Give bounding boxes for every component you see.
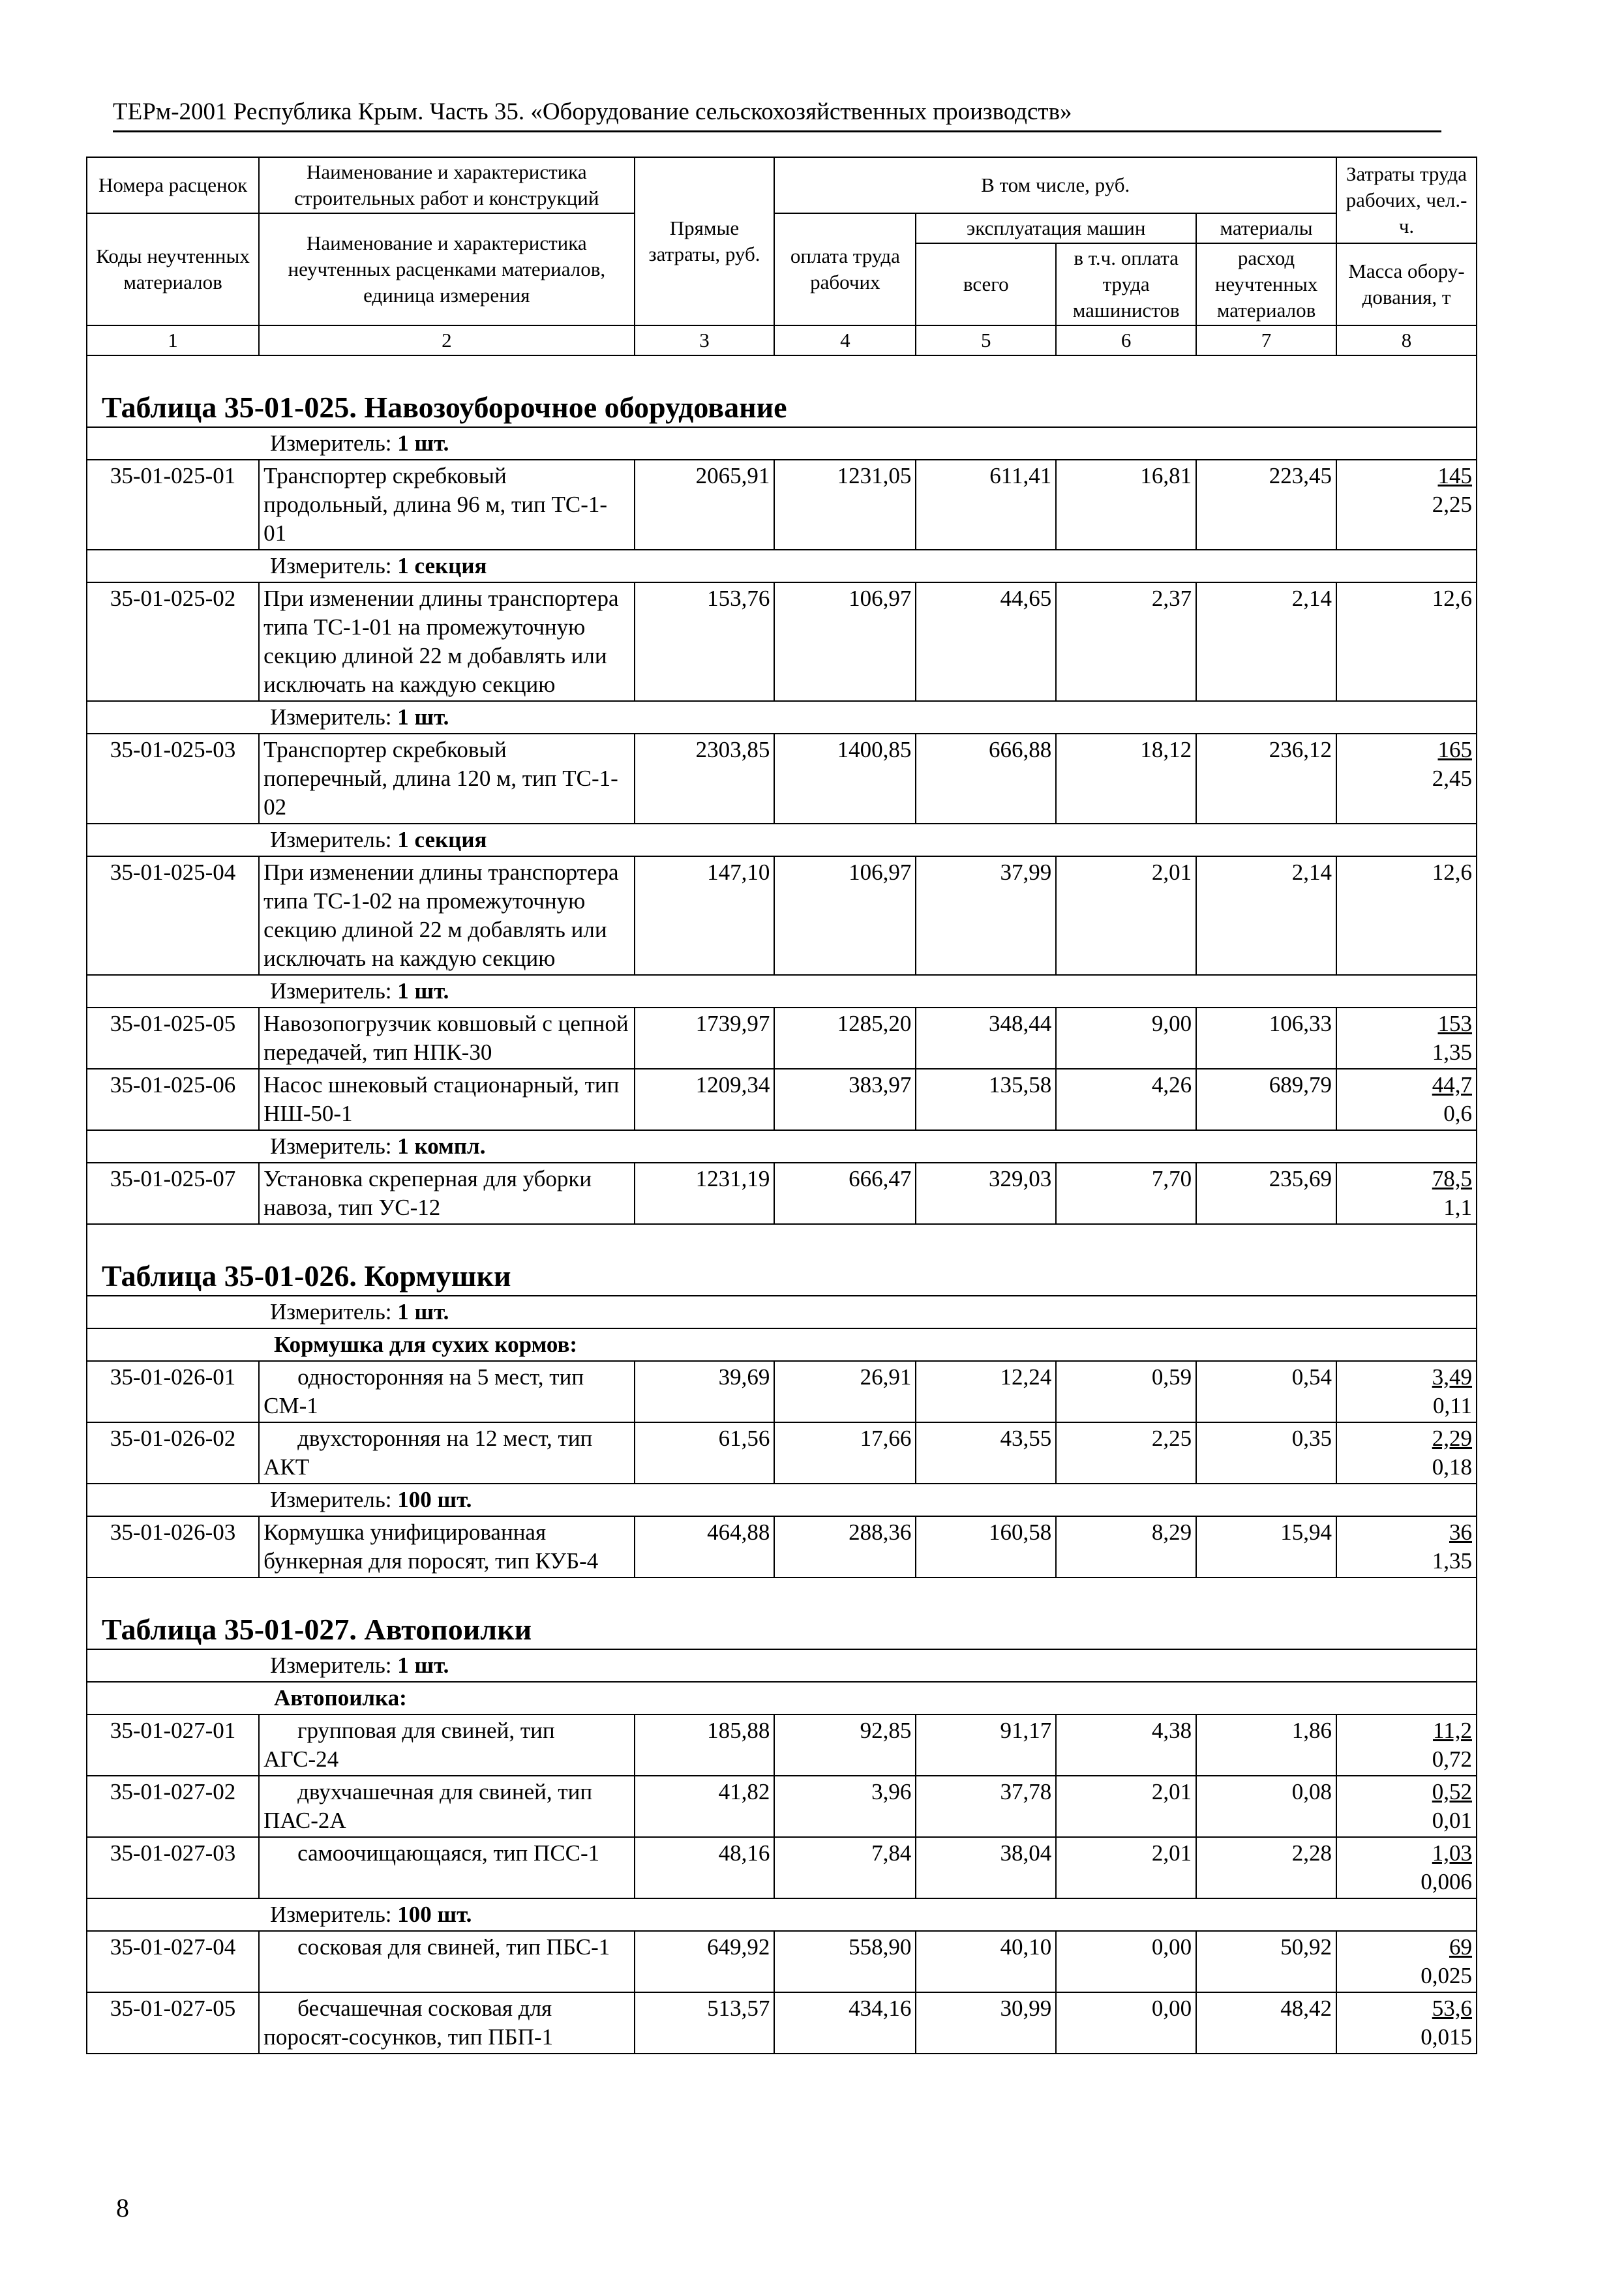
direct-cost: 1739,97: [635, 1008, 775, 1069]
labor-cost: 288,36: [774, 1516, 916, 1578]
column-numbers-row: [87, 325, 1477, 355]
table-row: [87, 1422, 1477, 1484]
labor-cost: 106,97: [774, 582, 916, 701]
table-row: [87, 1361, 1477, 1422]
labor-cost: 434,16: [774, 1992, 916, 2054]
materials-cost: 236,12: [1196, 734, 1336, 824]
labor-hours: 36: [1449, 1519, 1472, 1545]
measure-row: [87, 824, 1477, 856]
group-label: Кормушка для сухих кормов:: [274, 1332, 578, 1357]
direct-cost: 649,92: [635, 1931, 775, 1992]
measure-unit: 1 секция: [397, 553, 487, 578]
group-label: Автопоилка:: [274, 1685, 407, 1711]
rate-name: [259, 734, 634, 824]
machine-labor-cost: 16,81: [1056, 460, 1196, 550]
machine-labor-cost: 18,12: [1056, 734, 1196, 824]
rate-code: 35-01-027-03: [87, 1837, 259, 1898]
labor-cost: 558,90: [774, 1931, 916, 1992]
col-mach-total-header: всего: [916, 243, 1056, 325]
col-mat-consumption-header: расход неучтенных материалов: [1196, 243, 1336, 325]
machine-cost: 91,17: [916, 1714, 1056, 1776]
labor-cost: 1400,85: [774, 734, 916, 824]
materials-cost: 50,92: [1196, 1931, 1336, 1992]
labor-hours-mass: [1336, 1516, 1477, 1578]
labor-hours: 12,6: [1432, 860, 1472, 885]
materials-cost: 2,14: [1196, 856, 1336, 975]
rate-name: [259, 1931, 634, 1992]
machine-labor-cost: 0,00: [1056, 1992, 1196, 2054]
rate-name-text: Навозопогрузчик ковшовый с цепной передачей, тип НПК-30: [263, 1011, 629, 1065]
measure-cell: [87, 1130, 1477, 1163]
labor-hours-mass: [1336, 1422, 1477, 1484]
col-hours-header: Затраты труда рабочих, чел.-ч.: [1336, 157, 1477, 243]
direct-cost: 2065,91: [635, 460, 775, 550]
direct-cost: 185,88: [635, 1714, 775, 1776]
column-number: 8: [1336, 325, 1477, 355]
labor-hours-mass: [1336, 1931, 1477, 1992]
materials-cost: 0,35: [1196, 1422, 1336, 1484]
direct-cost: 2303,85: [635, 734, 775, 824]
rate-code: 35-01-026-01: [87, 1361, 259, 1422]
machine-labor-cost: 8,29: [1056, 1516, 1196, 1578]
rate-name-text: сосковая для свиней, тип ПБС-1: [297, 1934, 610, 1960]
labor-hours-mass: [1336, 1069, 1477, 1130]
section-title: Таблица 35-01-027. Автопоилки: [87, 1578, 1477, 1649]
column-number: 1: [87, 325, 259, 355]
measure-cell: [87, 1484, 1477, 1516]
materials-cost: 15,94: [1196, 1516, 1336, 1578]
machine-cost: 12,24: [916, 1361, 1056, 1422]
materials-cost: 0,08: [1196, 1776, 1336, 1837]
measure-row: [87, 1484, 1477, 1516]
measure-label: Измеритель:: [270, 430, 392, 456]
rate-code: 35-01-026-03: [87, 1516, 259, 1578]
measure-unit: 100 шт.: [397, 1902, 472, 1927]
measure-unit: 100 шт.: [397, 1487, 472, 1512]
labor-hours-mass: [1336, 1163, 1477, 1224]
table-row: [87, 1776, 1477, 1837]
materials-cost: 1,86: [1196, 1714, 1336, 1776]
equipment-mass: 2,25: [1432, 492, 1472, 517]
direct-cost: 41,82: [635, 1776, 775, 1837]
table-section-header: [87, 1578, 1477, 1649]
measure-row: [87, 550, 1477, 582]
col-codes-header: Номера расценок: [87, 157, 259, 213]
machine-cost: 37,78: [916, 1776, 1056, 1837]
table-row: [87, 1931, 1477, 1992]
rate-name: [259, 856, 634, 975]
rate-code: 35-01-026-02: [87, 1422, 259, 1484]
rate-code: 35-01-025-04: [87, 856, 259, 975]
rate-code: 35-01-027-04: [87, 1931, 259, 1992]
direct-cost: 464,88: [635, 1516, 775, 1578]
rate-name-text: Транспортер скребковый поперечный, длина 120 м, тип ТС-1-02: [263, 737, 618, 820]
rate-code: 35-01-025-02: [87, 582, 259, 701]
rate-name: [259, 1992, 634, 2054]
table-row: [87, 1069, 1477, 1130]
rate-name-text: групповая для свиней, тип АГС-24: [263, 1718, 555, 1772]
measure-row: [87, 701, 1477, 734]
labor-hours-mass: [1336, 1361, 1477, 1422]
machine-labor-cost: 4,26: [1056, 1069, 1196, 1130]
measure-cell: [87, 550, 1477, 582]
machine-labor-cost: 9,00: [1056, 1008, 1196, 1069]
rate-name-text: самоочищающаяся, тип ПСС-1: [297, 1840, 600, 1866]
rate-name: [259, 1422, 634, 1484]
machine-labor-cost: 0,00: [1056, 1931, 1196, 1992]
measure-label: Измеритель:: [270, 704, 392, 730]
machine-labor-cost: 2,25: [1056, 1422, 1196, 1484]
measure-cell: [87, 1898, 1477, 1931]
rate-name-text: При изменении длины транспортера типа ТС-1-01 на промежуточную секцию длиной 22 м добавлять или исключать на каждую секцию: [263, 586, 619, 697]
column-number: 3: [635, 325, 775, 355]
equipment-mass: 0,72: [1432, 1746, 1472, 1772]
direct-cost: 1231,19: [635, 1163, 775, 1224]
table-row: [87, 582, 1477, 701]
labor-cost: 666,47: [774, 1163, 916, 1224]
measure-label: Измеритель:: [270, 978, 392, 1004]
rate-name: [259, 1516, 634, 1578]
measure-unit: 1 шт.: [397, 1653, 449, 1678]
labor-cost: 106,97: [774, 856, 916, 975]
equipment-mass: 1,1: [1443, 1195, 1472, 1220]
labor-cost: 17,66: [774, 1422, 916, 1484]
section-title: Таблица 35-01-025. Навозоуборочное оборудование: [87, 355, 1477, 427]
rate-code: 35-01-025-03: [87, 734, 259, 824]
rate-name: [259, 1361, 634, 1422]
rate-name-text: двухсторонняя на 12 мест, тип АКТ: [263, 1426, 593, 1480]
machine-labor-cost: 2,01: [1056, 856, 1196, 975]
direct-cost: 61,56: [635, 1422, 775, 1484]
measure-label: Измеритель:: [270, 1133, 392, 1159]
table-row: [87, 1163, 1477, 1224]
rate-code: 35-01-025-01: [87, 460, 259, 550]
rate-name: [259, 1714, 634, 1776]
measure-label: Измеритель:: [270, 1299, 392, 1324]
group-cell: [87, 1328, 1477, 1361]
rate-name-text: Насос шнековый стационарный, тип НШ-50-1: [263, 1072, 620, 1126]
rate-name-text: При изменении длины транспортера типа ТС-1-02 на промежуточную секцию длиной 22 м добавлять или исключать на каждую секцию: [263, 860, 619, 971]
measure-unit: 1 шт.: [397, 1299, 449, 1324]
equipment-mass: 0,18: [1432, 1454, 1472, 1480]
labor-hours-mass: [1336, 734, 1477, 824]
labor-cost: 92,85: [774, 1714, 916, 1776]
measure-label: Измеритель:: [270, 553, 392, 578]
table-row: [87, 734, 1477, 824]
measure-label: Измеритель:: [270, 1487, 392, 1512]
measure-cell: [87, 701, 1477, 734]
table-row: [87, 856, 1477, 975]
rate-name-text: Транспортер скребковый продольный, длина 96 м, тип ТС-1-01: [263, 463, 608, 546]
machine-labor-cost: 0,59: [1056, 1361, 1196, 1422]
labor-cost: 7,84: [774, 1837, 916, 1898]
column-number: 2: [259, 325, 634, 355]
col-material-codes-header: Коды неучтенных материалов: [87, 213, 259, 325]
rate-name-text: Установка скреперная для уборки навоза, тип УС-12: [263, 1166, 592, 1220]
machine-labor-cost: 2,37: [1056, 582, 1196, 701]
rate-code: 35-01-027-02: [87, 1776, 259, 1837]
labor-hours: 1,03: [1432, 1840, 1472, 1866]
rate-name: [259, 1008, 634, 1069]
direct-cost: 147,10: [635, 856, 775, 975]
table-row: [87, 1714, 1477, 1776]
labor-hours-mass: [1336, 856, 1477, 975]
direct-cost: 39,69: [635, 1361, 775, 1422]
equipment-mass: 0,015: [1421, 2024, 1472, 2050]
materials-cost: 235,69: [1196, 1163, 1336, 1224]
equipment-mass: 0,11: [1433, 1393, 1472, 1418]
page-number: 8: [116, 2193, 129, 2222]
rate-name: [259, 582, 634, 701]
col-in-total-header: В том числе, руб.: [774, 157, 1336, 213]
labor-hours: 153: [1437, 1011, 1472, 1036]
equipment-mass: 1,35: [1432, 1548, 1472, 1574]
labor-hours-mass: [1336, 1776, 1477, 1837]
labor-hours: 78,5: [1432, 1166, 1472, 1191]
materials-cost: 106,33: [1196, 1008, 1336, 1069]
machine-labor-cost: 7,70: [1056, 1163, 1196, 1224]
table-row: [87, 1008, 1477, 1069]
labor-hours: 53,6: [1432, 1996, 1472, 2021]
rate-code: 35-01-027-01: [87, 1714, 259, 1776]
col-direct-header: Прямые затраты, руб.: [635, 157, 775, 325]
table-section-header: [87, 1224, 1477, 1296]
rate-name: [259, 1837, 634, 1898]
machine-cost: 44,65: [916, 582, 1056, 701]
labor-hours: 3,49: [1432, 1364, 1472, 1390]
labor-hours-mass: [1336, 460, 1477, 550]
direct-cost: 153,76: [635, 582, 775, 701]
measure-unit: 1 компл.: [397, 1133, 486, 1159]
measure-row: [87, 427, 1477, 460]
labor-hours: 44,7: [1432, 1072, 1472, 1098]
direct-cost: 48,16: [635, 1837, 775, 1898]
machine-labor-cost: 4,38: [1056, 1714, 1196, 1776]
machine-cost: 348,44: [916, 1008, 1056, 1069]
measure-unit: 1 секция: [397, 827, 487, 852]
labor-hours: 2,29: [1432, 1426, 1472, 1451]
rate-name: [259, 1776, 634, 1837]
materials-cost: 48,42: [1196, 1992, 1336, 2054]
measure-row: [87, 1130, 1477, 1163]
measure-label: Измеритель:: [270, 1902, 392, 1927]
measure-unit: 1 шт.: [397, 978, 449, 1004]
labor-hours: 69: [1449, 1934, 1472, 1960]
machine-labor-cost: 2,01: [1056, 1776, 1196, 1837]
labor-hours: 0,52: [1432, 1779, 1472, 1804]
group-cell: [87, 1682, 1477, 1714]
column-number: 4: [774, 325, 916, 355]
rate-name-text: односторонняя на 5 мест, тип СМ-1: [263, 1364, 584, 1418]
measure-row: [87, 1649, 1477, 1682]
equipment-mass: 0,6: [1443, 1101, 1472, 1126]
machine-cost: 611,41: [916, 460, 1056, 550]
machine-cost: 135,58: [916, 1069, 1056, 1130]
labor-hours-mass: [1336, 1992, 1477, 2054]
measure-row: [87, 1898, 1477, 1931]
materials-cost: 0,54: [1196, 1361, 1336, 1422]
column-number: 6: [1056, 325, 1196, 355]
measure-unit: 1 шт.: [397, 704, 449, 730]
rate-name: [259, 1069, 634, 1130]
equipment-mass: 1,35: [1432, 1040, 1472, 1065]
labor-cost: 1285,20: [774, 1008, 916, 1069]
page-header: ТЕРм-2001 Республика Крым. Часть 35. «Оборудование сельскохозяйственных производств»: [113, 98, 1441, 132]
table-row: [87, 460, 1477, 550]
machine-cost: 40,10: [916, 1931, 1056, 1992]
col-labor-header: оплата труда рабочих: [774, 213, 916, 325]
rate-name-text: Кормушка унифицированная бункерная для поросят, тип КУБ-4: [263, 1519, 599, 1574]
measure-cell: [87, 975, 1477, 1008]
measure-cell: [87, 1296, 1477, 1328]
measure-label: Измеритель:: [270, 1653, 392, 1678]
column-number: 7: [1196, 325, 1336, 355]
measure-cell: [87, 824, 1477, 856]
group-row: [87, 1682, 1477, 1714]
measure-row: [87, 1296, 1477, 1328]
materials-cost: 2,14: [1196, 582, 1336, 701]
direct-cost: 1209,34: [635, 1069, 775, 1130]
measure-unit: 1 шт.: [397, 430, 449, 456]
rate-code: 35-01-025-05: [87, 1008, 259, 1069]
labor-cost: 1231,05: [774, 460, 916, 550]
rate-name-text: бесчашечная сосковая для поросят-сосунков, тип ПБП-1: [263, 1996, 554, 2050]
machine-cost: 666,88: [916, 734, 1056, 824]
equipment-mass: 0,006: [1421, 1869, 1472, 1894]
labor-hours: 145: [1437, 463, 1472, 488]
labor-hours: 11,2: [1433, 1718, 1472, 1743]
labor-cost: 26,91: [774, 1361, 916, 1422]
table-section-header: [87, 355, 1477, 427]
labor-hours: 165: [1437, 737, 1472, 762]
col-name-header: Наименование и характеристика строительных работ и конструкций: [259, 157, 634, 213]
rate-code: 35-01-025-06: [87, 1069, 259, 1130]
materials-cost: 689,79: [1196, 1069, 1336, 1130]
measure-label: Измеритель:: [270, 827, 392, 852]
rate-name-text: двухчашечная для свиней, тип ПАС-2А: [263, 1779, 593, 1833]
machine-cost: 38,04: [916, 1837, 1056, 1898]
measure-cell: [87, 427, 1477, 460]
labor-hours-mass: [1336, 1837, 1477, 1898]
direct-cost: 513,57: [635, 1992, 775, 2054]
materials-cost: 223,45: [1196, 460, 1336, 550]
col-material-names-header: Наименование и характеристика неучтенных расценками материалов, единица измерения: [259, 213, 634, 325]
labor-hours-mass: [1336, 1008, 1477, 1069]
price-table: [86, 157, 1477, 2054]
col-mass-header: Масса обору-дования, т: [1336, 243, 1477, 325]
labor-cost: 383,97: [774, 1069, 916, 1130]
rate-name: [259, 460, 634, 550]
group-row: [87, 1328, 1477, 1361]
col-mach-labor-header: в т.ч. оплата труда машинистов: [1056, 243, 1196, 325]
table-row: [87, 1837, 1477, 1898]
section-title: Таблица 35-01-026. Кормушки: [87, 1224, 1477, 1296]
equipment-mass: 0,025: [1421, 1963, 1472, 1988]
column-number: 5: [916, 325, 1056, 355]
machine-cost: 160,58: [916, 1516, 1056, 1578]
col-machines-header: эксплуатация машин: [916, 213, 1196, 243]
table-row: [87, 1992, 1477, 2054]
labor-hours: 12,6: [1432, 586, 1472, 611]
table-row: [87, 1516, 1477, 1578]
measure-row: [87, 975, 1477, 1008]
labor-cost: 3,96: [774, 1776, 916, 1837]
machine-labor-cost: 2,01: [1056, 1837, 1196, 1898]
measure-cell: [87, 1649, 1477, 1682]
rate-name: [259, 1163, 634, 1224]
machine-cost: 37,99: [916, 856, 1056, 975]
materials-cost: 2,28: [1196, 1837, 1336, 1898]
machine-cost: 43,55: [916, 1422, 1056, 1484]
col-materials-header: материалы: [1196, 213, 1336, 243]
machine-cost: 30,99: [916, 1992, 1056, 2054]
rate-code: 35-01-025-07: [87, 1163, 259, 1224]
equipment-mass: 0,01: [1432, 1808, 1472, 1833]
equipment-mass: 2,45: [1432, 766, 1472, 791]
machine-cost: 329,03: [916, 1163, 1056, 1224]
labor-hours-mass: [1336, 1714, 1477, 1776]
labor-hours-mass: [1336, 582, 1477, 701]
rate-code: 35-01-027-05: [87, 1992, 259, 2054]
